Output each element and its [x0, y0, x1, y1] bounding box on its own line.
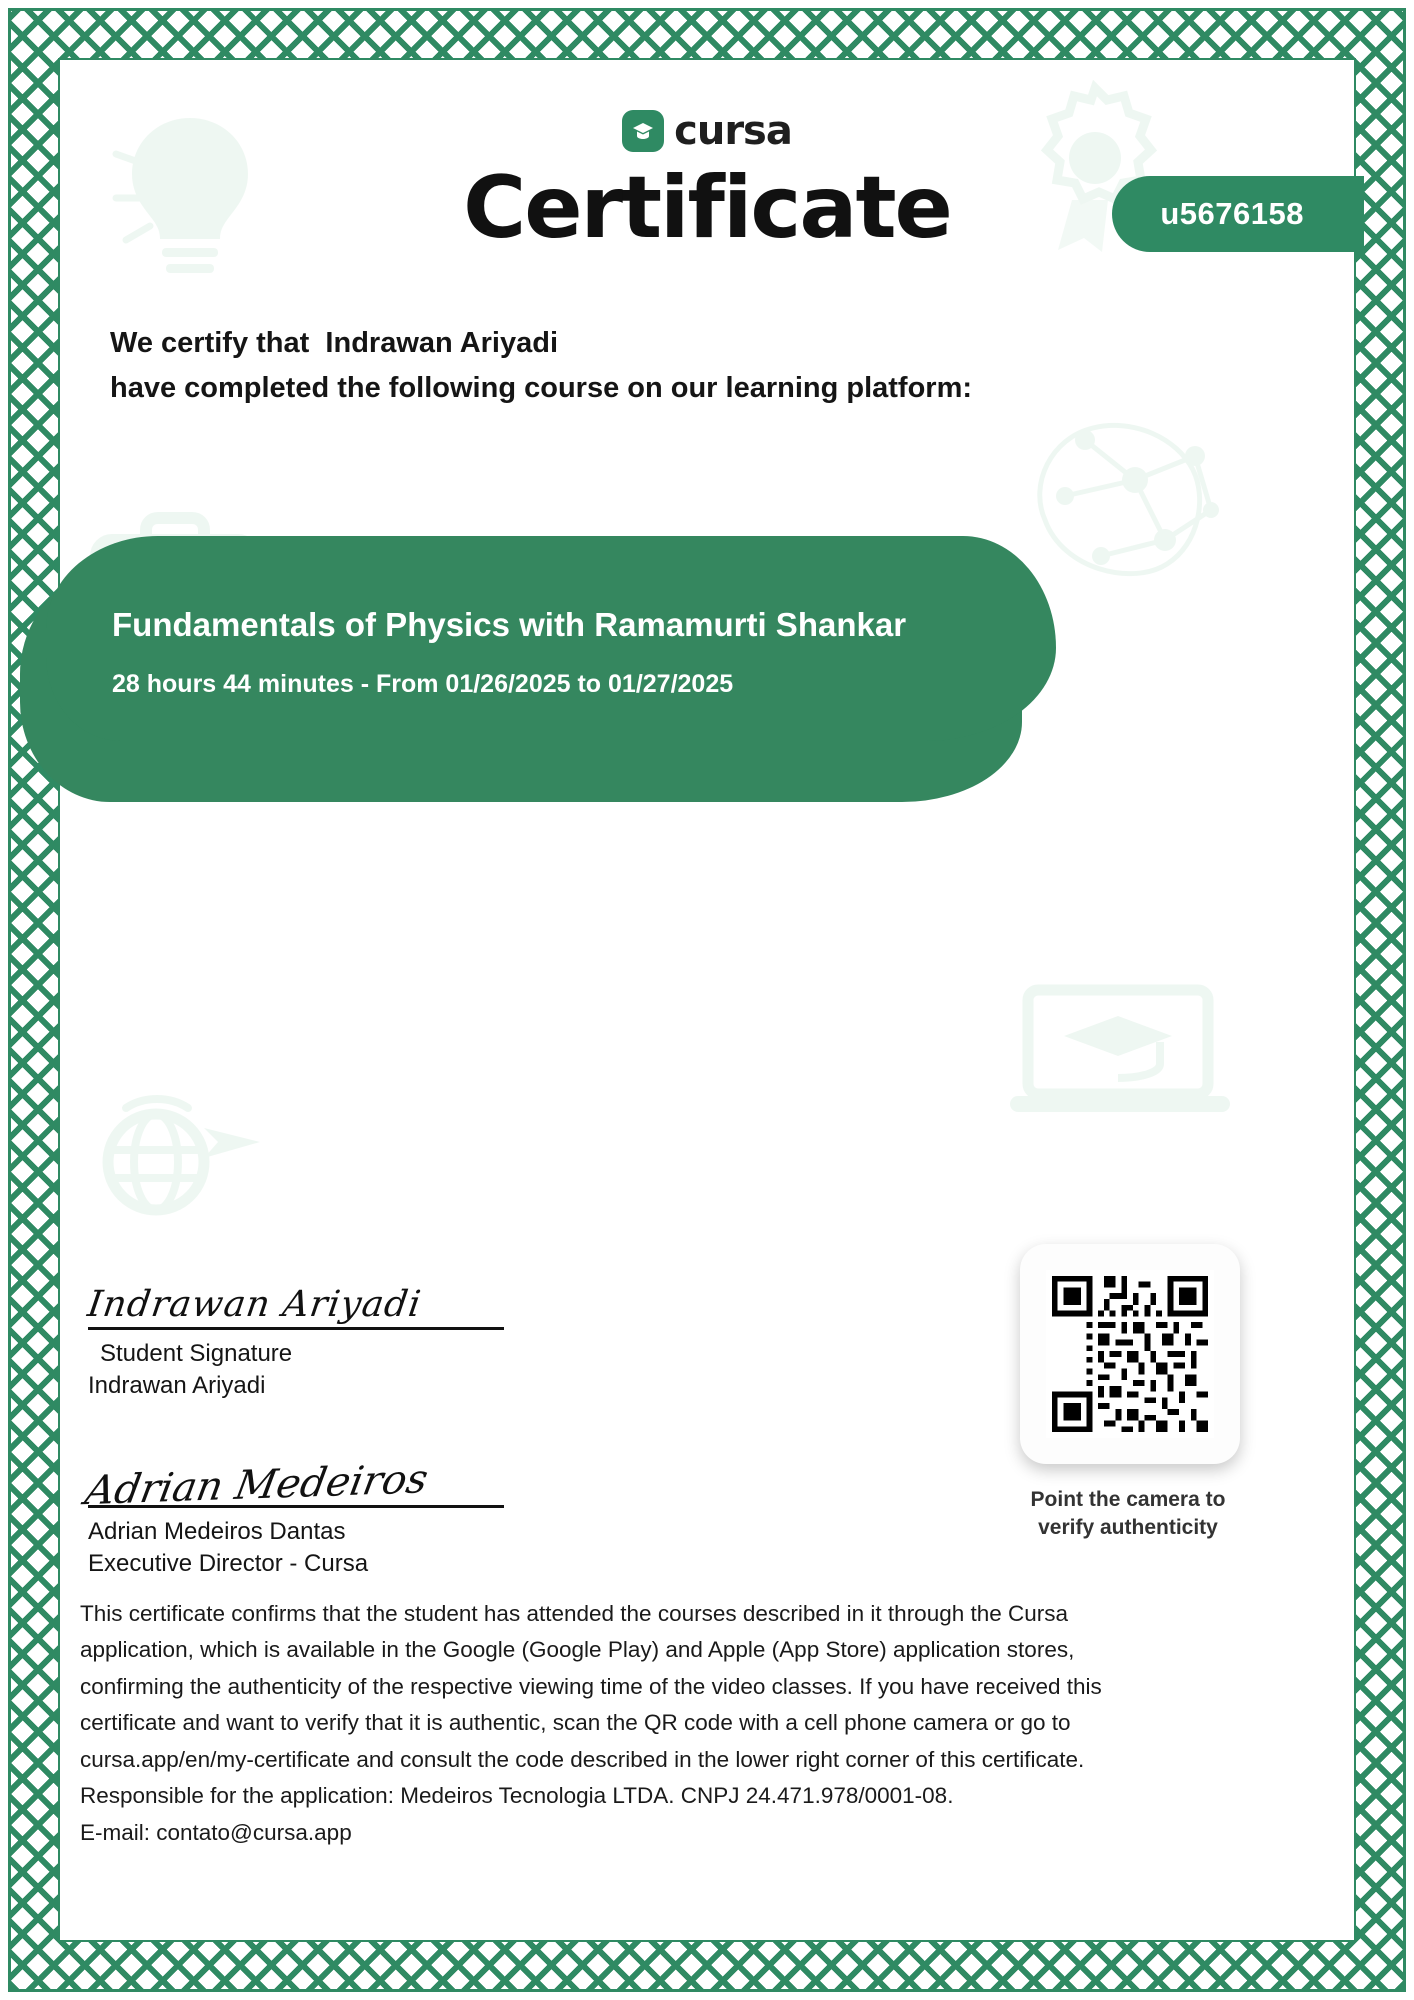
qr-code[interactable] [1020, 1244, 1240, 1464]
signatures-section [81, 1284, 728, 1581]
brand-name: cursa [674, 108, 792, 154]
student-name: Indrawan Ariyadi [325, 327, 559, 359]
footer-line-5: cursa.app/en/my-certificate and consult the code described in the lower right corner of this certificate. [80, 1746, 1085, 1772]
brand-logo [66, 108, 1348, 154]
director-signature-name: Adrian Medeiros Dantas [88, 1517, 346, 1545]
qr-caption-line2: verify authenticity [1038, 1516, 1218, 1540]
certify-statement [110, 321, 972, 411]
graduation-cap-icon [622, 110, 664, 152]
certify-prefix: We certify that [110, 327, 310, 359]
director-signature-block [81, 1456, 728, 1581]
footer-disclaimer [80, 1596, 1314, 1851]
footer-line-2: application, which is available in the Google (Google Play) and Apple (App Store) application stores, [80, 1637, 1075, 1663]
student-signature-role: Student Signature [100, 1340, 293, 1367]
footer-line-3: confirming the authenticity of the respective viewing time of the video classes. If you have received this [80, 1673, 1102, 1699]
student-signature-script: Indrawan Ariyadi [85, 1284, 424, 1325]
footer-line-6: Responsible for the application: Medeiros Tecnologia LTDA. CNPJ 24.471.978/0001-08. [80, 1783, 954, 1809]
director-signature-role: Executive Director - Cursa [88, 1550, 369, 1578]
course-duration: 28 hours 44 minutes - From 01/26/2025 to 01/27/2025 [112, 670, 734, 698]
qr-caption [968, 1486, 1288, 1543]
student-signature-name: Indrawan Ariyadi [88, 1372, 266, 1400]
signature-line [88, 1327, 504, 1330]
footer-line-7: E-mail: contato@cursa.app [80, 1819, 352, 1845]
student-signature-block [85, 1284, 728, 1403]
certificate-code-badge: u5676158 [1112, 176, 1364, 252]
footer-line-4: certificate and want to verify that it is authentic, scan the QR code with a cell phone camera or go to [80, 1710, 1071, 1736]
certify-line2: have completed the following course on our learning platform: [110, 371, 973, 404]
page-title: Certificate [463, 158, 951, 258]
course-title: Fundamentals of Physics with Ramamurti Shankar [112, 606, 907, 643]
qr-caption-line1: Point the camera to [1030, 1488, 1226, 1511]
course-banner [112, 606, 992, 699]
qr-code-image [1046, 1270, 1214, 1438]
director-signature-script: Adrian Medeiros [81, 1456, 432, 1514]
footer-line-1: This certificate confirms that the student has attended the courses described in it through the Cursa [80, 1601, 1069, 1626]
